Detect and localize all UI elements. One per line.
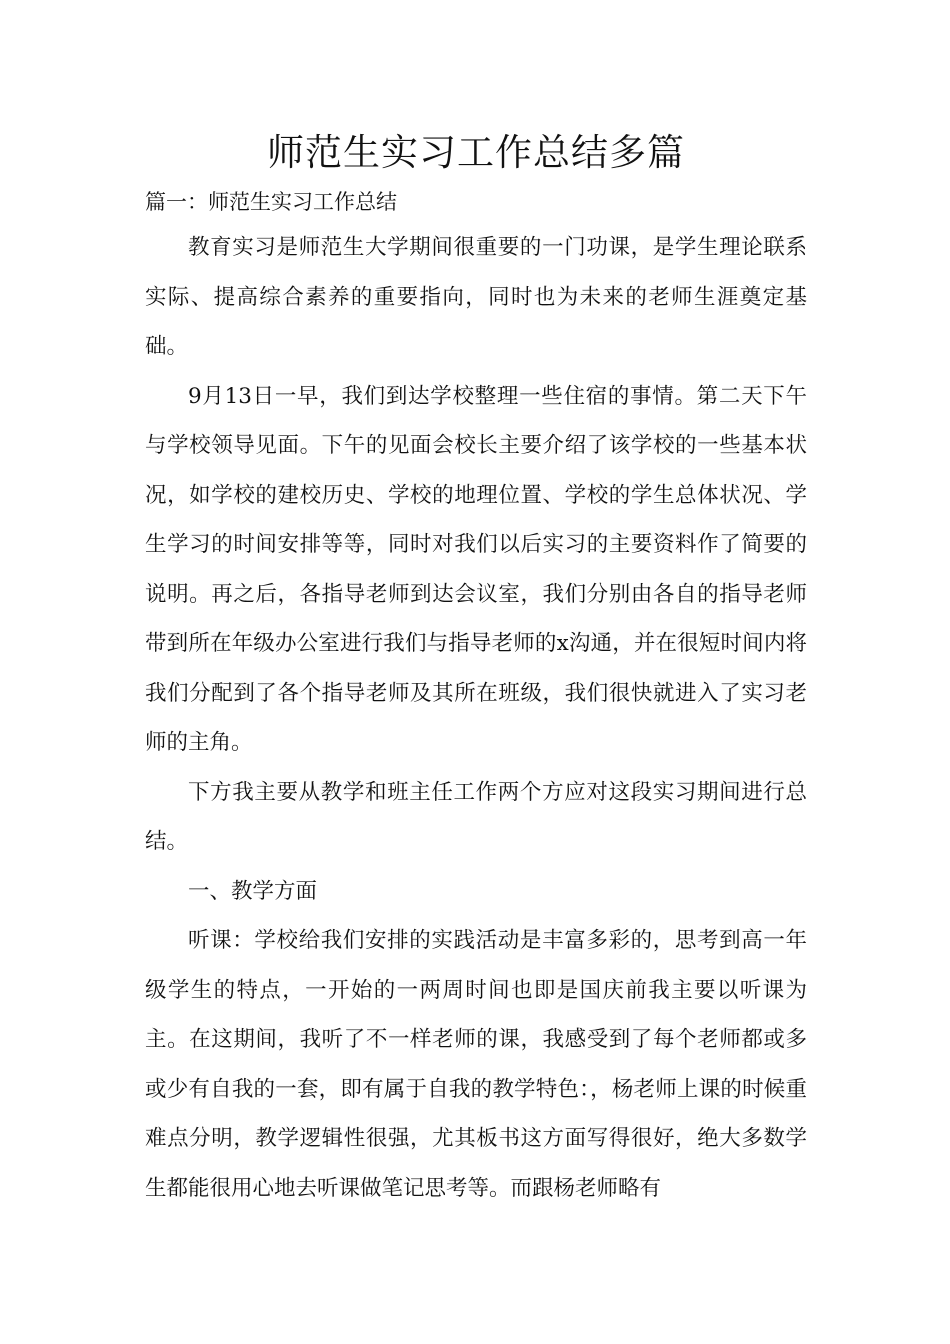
document-title: 师范生实习工作总结多篇 bbox=[267, 131, 685, 174]
paragraph-observation: 听课：学校给我们安排的实践活动是丰富多彩的，思考到高一年级学生的特点，一开始的一两周时间也即是国庆前我主要以听课为主。在这期间，我听了不一样老师的课，我感受到了每个老师都或多或少有自我的一套，即有属于自我的教学特色：，杨老师上课的时候重难点分明，教学逻辑性很强，尤其板书这方面写得很好，绝大多数学生都能很用心地去听课做笔记思考等。而跟杨老师略有 bbox=[145, 928, 807, 1201]
document-page bbox=[145, 125, 807, 1213]
section-heading-teaching: 一、教学方面 bbox=[188, 878, 318, 904]
paragraph-arrival: 9月13日一早，我们到达学校整理一些住宿的事情。第二天下午与学校领导见面。下午的见面会校长主要介绍了该学校的一些基本状况，如学校的建校历史、学校的地理位置、学校的学生总体状况、学生学习的时间安排等等，同时对我们以后实习的主要资料作了简要的说明。再之后，各指导老师到达会议室，我们分别由各自的指导老师带到所在年级办公室进行我们与指导老师的x沟通，并在很短时间内将我们分配到了各个指导老师及其所在班级，我们很快就进入了实习老师的主角。 bbox=[145, 383, 807, 755]
paragraph-intro: 教育实习是师范生大学期间很重要的一门功课，是学生理论联系实际、提高综合素养的重要指向，同时也为未来的老师生涯奠定基础。 bbox=[145, 235, 807, 359]
paragraph-summary-plan: 下方我主要从教学和班主任工作两个方应对这段实习期间进行总结。 bbox=[145, 779, 807, 854]
section-label: 篇一：师范生实习工作总结 bbox=[145, 190, 397, 214]
